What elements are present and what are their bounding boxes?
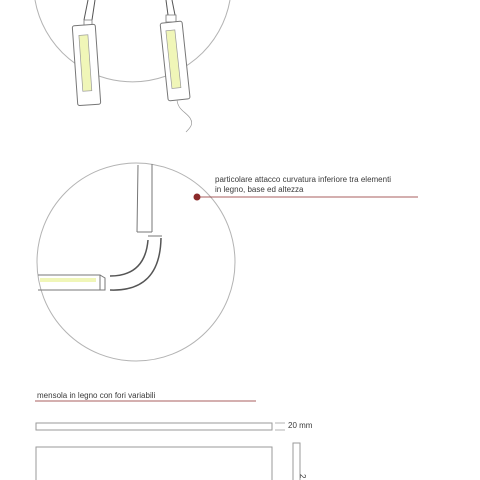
detail-circle-top-outline [35, 0, 230, 82]
detail-circle-top [35, 0, 230, 132]
curved-joint [110, 240, 148, 276]
led-profile-left [72, 0, 101, 106]
leader-dot [194, 194, 201, 201]
shelf-thickness-dimension: 20 mm [288, 421, 313, 430]
shelf-side-view [36, 423, 272, 430]
thickness-marker [275, 423, 285, 430]
detail-circle-curvature-outline [37, 163, 235, 361]
base-element [38, 275, 105, 290]
detail-circle-curvature [37, 163, 235, 361]
vertical-element [137, 164, 152, 232]
led-profile-right [160, 0, 192, 132]
curvature-detail-label-line1: particolare attacco curvatura inferiore tra elementi [215, 175, 392, 184]
curvature-detail-label-line2: in legno, base ed altezza [215, 185, 304, 194]
side-dimension-mark: 2 [298, 474, 307, 479]
shelf-top-view [36, 447, 272, 480]
shelf-label: mensola in legno con fori variabili [37, 391, 156, 400]
